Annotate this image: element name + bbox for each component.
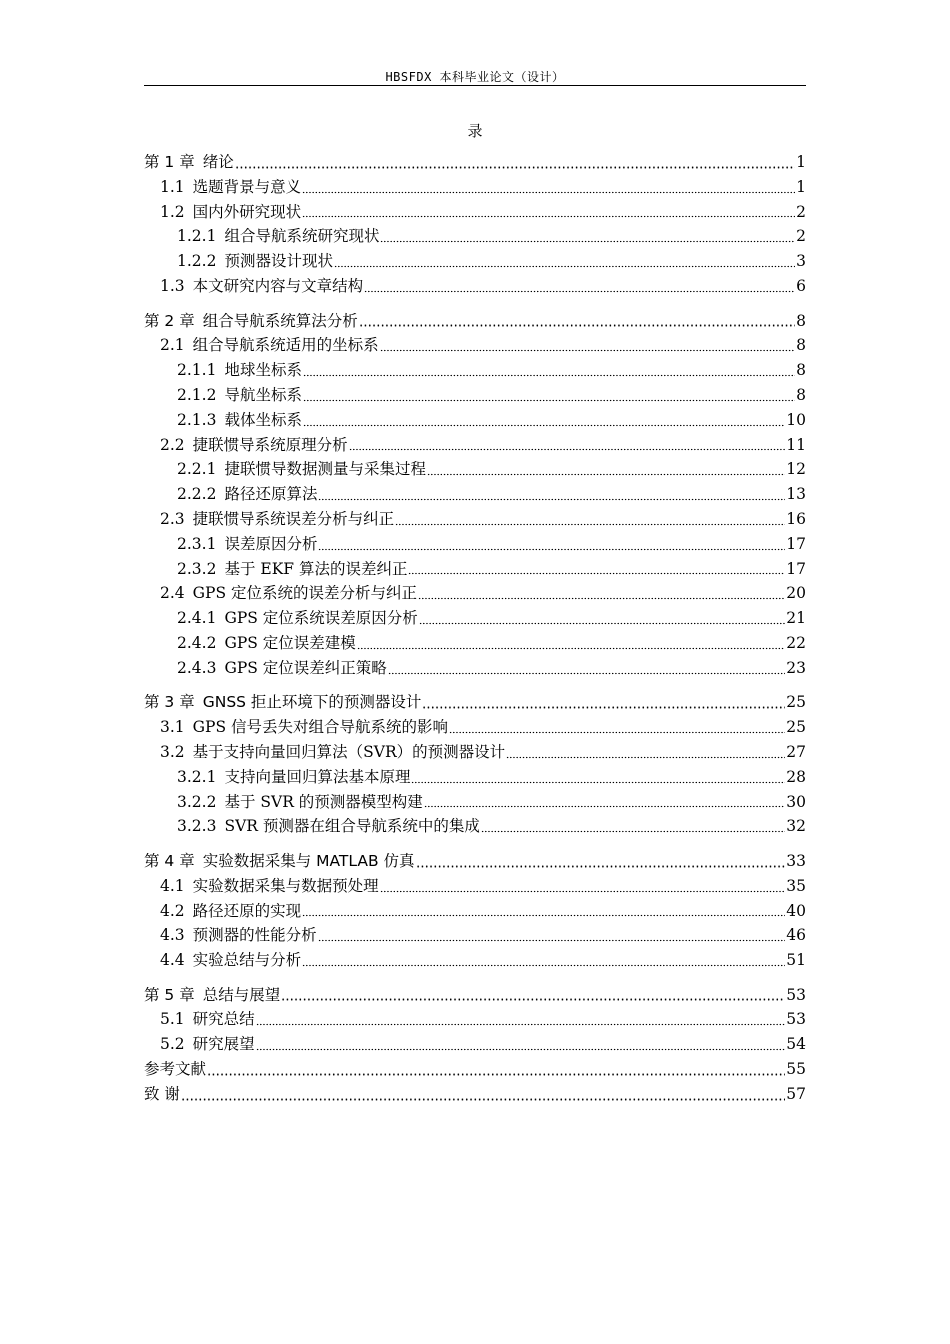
toc-entry-page: 8 xyxy=(796,361,806,380)
toc-entry-page: 40 xyxy=(786,901,806,920)
toc-entry[interactable] xyxy=(144,249,806,274)
dot-leader xyxy=(318,498,785,501)
toc-entry[interactable] xyxy=(144,457,806,482)
toc-entry-title: 误差原因分析 xyxy=(224,534,318,553)
toc-entry[interactable] xyxy=(144,224,806,249)
toc-entry-number: 2.2.1 xyxy=(177,460,217,479)
dot-leader xyxy=(303,424,785,427)
toc-entry-number: 4.4 xyxy=(160,951,185,970)
dot-leader xyxy=(380,240,795,243)
toc-entry-number: 1.2 xyxy=(160,202,185,221)
toc-entry-number: 第 3 章 xyxy=(144,693,195,712)
toc-entry-title: 捷联惯导系统原理分析 xyxy=(192,435,348,454)
toc-entry[interactable] xyxy=(144,383,806,408)
toc-entry-title: 捷联惯导数据测量与采集过程 xyxy=(224,460,426,479)
toc-entry[interactable] xyxy=(144,874,806,899)
toc-entry-title: 组合导航系统算法分析 xyxy=(202,311,358,330)
dot-leader xyxy=(419,622,785,625)
toc-entry[interactable] xyxy=(144,557,806,582)
toc-entry-number: 2.2 xyxy=(160,435,185,454)
toc-entry-number: 5.1 xyxy=(160,1010,185,1029)
toc-entry-title: 捷联惯导系统误差分析与纠正 xyxy=(192,509,395,528)
toc-entry-page: 8 xyxy=(796,311,806,330)
dot-leader xyxy=(411,781,785,784)
toc-entry-page: 1 xyxy=(796,177,806,196)
toc-entry-title: 组合导航系统研究现状 xyxy=(224,227,380,246)
toc-entry-page: 53 xyxy=(786,985,806,1004)
toc-entry-page: 2 xyxy=(796,227,806,246)
toc-entry[interactable] xyxy=(144,631,806,656)
toc-entry-number: 2.2.2 xyxy=(177,485,217,504)
toc-entry-page: 27 xyxy=(786,742,806,761)
toc-entry-page: 1 xyxy=(796,153,806,171)
toc-entry[interactable] xyxy=(144,274,806,299)
toc-entry[interactable] xyxy=(144,408,806,433)
toc-entry-page: 33 xyxy=(786,851,806,870)
toc-title: 录 xyxy=(467,122,483,140)
toc-entry[interactable] xyxy=(144,656,806,681)
dot-leader xyxy=(424,805,785,808)
toc-entry[interactable] xyxy=(144,849,806,874)
toc-entry[interactable] xyxy=(144,358,806,383)
dot-leader xyxy=(408,572,785,575)
dot-leader xyxy=(481,830,785,833)
toc-entry-title: 预测器设计现状 xyxy=(224,252,333,271)
toc-entry-page: 35 xyxy=(786,876,806,895)
toc-entry[interactable] xyxy=(144,175,806,200)
toc-entry-title: 载体坐标系 xyxy=(224,410,302,429)
dot-leader xyxy=(395,523,785,526)
toc-entry-page: 10 xyxy=(786,410,806,429)
dot-leader xyxy=(302,964,785,967)
toc-entry-page: 25 xyxy=(786,693,806,712)
toc-entry-page: 8 xyxy=(796,385,806,404)
toc-entry-title: 路径还原的实现 xyxy=(192,901,302,920)
toc-entry[interactable] xyxy=(144,333,806,358)
toc-entry-title: 支持向量回归算法基本原理 xyxy=(224,767,411,786)
toc-entry-number: 2.4 xyxy=(160,584,185,603)
toc-entry-page: 3 xyxy=(796,252,806,271)
toc-entry-number: 3.2 xyxy=(160,742,185,761)
toc-entry[interactable] xyxy=(144,606,806,631)
toc-entry-title: GPS 定位系统的误差分析与纠正 xyxy=(192,584,418,603)
toc-entry-title: 致 谢 xyxy=(144,1084,180,1103)
dot-leader xyxy=(506,756,785,759)
toc-entry-number: 4.3 xyxy=(160,926,185,945)
toc-entry[interactable] xyxy=(144,690,806,715)
toc-entry-number: 4.2 xyxy=(160,901,185,920)
toc-entry-title: 研究展望 xyxy=(192,1035,255,1054)
dot-leader xyxy=(302,914,785,917)
toc-entry-title: 实验数据采集与 MATLAB 仿真 xyxy=(202,851,415,870)
toc-entry-page: 46 xyxy=(786,926,806,945)
dot-leader xyxy=(388,672,785,675)
toc-entry-page: 57 xyxy=(786,1084,806,1103)
toc-entry-title: 导航坐标系 xyxy=(224,385,302,404)
toc-entry-number: 3.2.2 xyxy=(177,792,217,811)
toc-entry-page: 23 xyxy=(786,658,806,677)
toc-entry-number: 2.3.2 xyxy=(177,559,217,578)
dot-leader xyxy=(349,448,786,451)
toc-entry-title: 组合导航系统适用的坐标系 xyxy=(192,336,379,355)
toc-entry-page: 53 xyxy=(786,1010,806,1029)
toc-entry-number: 2.4.3 xyxy=(177,658,217,677)
toc-entry-page: 54 xyxy=(786,1035,806,1054)
toc-entry[interactable] xyxy=(144,790,806,815)
dot-leader xyxy=(422,706,785,709)
toc-entry-number: 1.2.2 xyxy=(177,252,217,271)
toc-entry-title: 国内外研究现状 xyxy=(192,202,302,221)
toc-entry[interactable] xyxy=(144,482,806,507)
toc-entry-title: GPS 定位误差纠正策略 xyxy=(224,658,387,677)
dot-leader xyxy=(281,998,785,1001)
dot-leader xyxy=(449,731,785,734)
toc-entry-page: 17 xyxy=(786,534,806,553)
toc-entry-number: 1.2.1 xyxy=(177,227,217,246)
toc-entry-page: 22 xyxy=(786,633,806,652)
toc-entry-title: 研究总结 xyxy=(192,1010,255,1029)
toc-entry[interactable] xyxy=(144,740,806,765)
toc-entry-number: 3.2.1 xyxy=(177,767,217,786)
toc-entry[interactable] xyxy=(144,433,806,458)
dot-leader xyxy=(302,191,795,194)
toc-entry-title: GPS 定位系统误差原因分析 xyxy=(224,609,418,628)
dot-leader xyxy=(380,890,786,893)
toc-entry-page: 32 xyxy=(786,817,806,836)
toc-entry-number: 1.3 xyxy=(160,276,185,295)
dot-leader xyxy=(427,473,785,476)
toc-entry-number: 3.1 xyxy=(160,718,185,737)
dot-leader xyxy=(364,290,795,293)
toc-entry-number: 第 2 章 xyxy=(144,311,195,330)
toc-entry-page: 2 xyxy=(796,202,806,221)
toc-entry[interactable] xyxy=(144,899,806,924)
toc-entry-title: GPS 信号丢失对组合导航系统的影响 xyxy=(192,718,449,737)
toc-entry[interactable] xyxy=(144,948,806,973)
toc-entry-title: 实验总结与分析 xyxy=(192,951,302,970)
toc-entry[interactable] xyxy=(144,150,806,175)
toc-entry-page: 16 xyxy=(786,509,806,528)
toc-entry-page: 51 xyxy=(786,951,806,970)
toc-entry[interactable] xyxy=(144,309,806,334)
dot-leader xyxy=(416,865,786,868)
toc-entry-title: 本文研究内容与文章结构 xyxy=(192,276,364,295)
toc-entry[interactable] xyxy=(144,765,806,790)
toc-entry-number: 5.2 xyxy=(160,1035,185,1054)
toc-entry-title: SVR 预测器在组合导航系统中的集成 xyxy=(224,817,480,836)
toc-entry-number: 2.1.3 xyxy=(177,410,217,429)
toc-entry-title: GPS 定位误差建模 xyxy=(224,633,356,652)
toc-entry[interactable] xyxy=(144,983,806,1008)
toc-entry-page: 20 xyxy=(786,584,806,603)
dot-leader xyxy=(359,324,795,327)
toc-entry-number: 1.1 xyxy=(160,177,185,196)
toc-entry-page: 30 xyxy=(786,792,806,811)
toc-entry-title: 绪论 xyxy=(202,153,234,171)
dot-leader xyxy=(303,399,795,402)
toc-entry-number: 2.1 xyxy=(160,336,185,355)
toc-entry-title: 总结与展望 xyxy=(202,985,281,1004)
table-of-contents xyxy=(144,150,806,1107)
toc-entry[interactable] xyxy=(144,200,806,225)
toc-entry-number: 第 4 章 xyxy=(144,851,195,870)
toc-entry-page: 11 xyxy=(786,435,806,454)
toc-entry-page: 12 xyxy=(786,460,806,479)
toc-entry[interactable] xyxy=(144,1032,806,1057)
dot-leader xyxy=(357,647,785,650)
toc-entry-page: 6 xyxy=(796,276,806,295)
toc-entry-title: 基于支持向量回归算法（SVR）的预测器设计 xyxy=(192,742,506,761)
dot-leader xyxy=(303,374,795,377)
dot-leader xyxy=(318,939,786,942)
toc-entry[interactable] xyxy=(144,923,806,948)
dot-leader xyxy=(334,265,795,268)
dot-leader xyxy=(302,215,795,218)
dot-leader xyxy=(256,1023,786,1026)
dot-leader xyxy=(318,548,785,551)
toc-entry-title: GNSS 拒止环境下的预测器设计 xyxy=(202,693,422,712)
toc-entry[interactable] xyxy=(144,715,806,740)
toc-entry-number: 2.4.1 xyxy=(177,609,217,628)
dot-leader xyxy=(380,349,795,352)
header-rule xyxy=(144,85,806,86)
toc-entry-page: 55 xyxy=(786,1060,806,1079)
toc-entry[interactable] xyxy=(144,1082,806,1107)
toc-entry-title: 地球坐标系 xyxy=(224,361,302,380)
toc-entry-title: 基于 EKF 算法的误差纠正 xyxy=(224,559,408,578)
toc-entry-title: 实验数据采集与数据预处理 xyxy=(192,876,379,895)
toc-entry-page: 28 xyxy=(786,767,806,786)
toc-entry-title: 预测器的性能分析 xyxy=(192,926,317,945)
dot-leader xyxy=(418,597,785,600)
toc-entry-page: 8 xyxy=(796,336,806,355)
toc-entry-number: 2.4.2 xyxy=(177,633,217,652)
toc-entry-number: 第 5 章 xyxy=(144,985,195,1004)
toc-entry[interactable] xyxy=(144,1007,806,1032)
toc-entry-page: 21 xyxy=(786,609,806,628)
toc-entry-page: 13 xyxy=(786,485,806,504)
toc-entry-title: 路径还原算法 xyxy=(224,485,318,504)
dot-leader xyxy=(256,1048,786,1051)
toc-entry-number: 2.1.2 xyxy=(177,385,217,404)
toc-entry-number: 第 1 章 xyxy=(144,153,195,171)
toc-entry-title: 参考文献 xyxy=(144,1060,207,1079)
toc-entry-number: 4.1 xyxy=(160,876,185,895)
toc-entry[interactable] xyxy=(144,1057,806,1082)
dot-leader xyxy=(181,1098,785,1101)
toc-entry-number: 2.3.1 xyxy=(177,534,217,553)
toc-entry[interactable] xyxy=(144,507,806,532)
toc-entry-title: 基于 SVR 的预测器模型构建 xyxy=(224,792,423,811)
toc-entry-page: 17 xyxy=(786,559,806,578)
toc-entry-number: 2.1.1 xyxy=(177,361,217,380)
dot-leader xyxy=(235,166,795,169)
toc-entry-title: 选题背景与意义 xyxy=(192,177,302,196)
toc-entry[interactable] xyxy=(144,581,806,606)
toc-entry[interactable] xyxy=(144,814,806,839)
page-header: HBSFDX 本科毕业论文（设计） xyxy=(385,70,565,84)
toc-entry-number: 3.2.3 xyxy=(177,817,217,836)
dot-leader xyxy=(207,1073,785,1076)
toc-entry[interactable] xyxy=(144,532,806,557)
toc-entry-number: 2.3 xyxy=(160,509,185,528)
toc-entry-page: 25 xyxy=(786,718,806,737)
